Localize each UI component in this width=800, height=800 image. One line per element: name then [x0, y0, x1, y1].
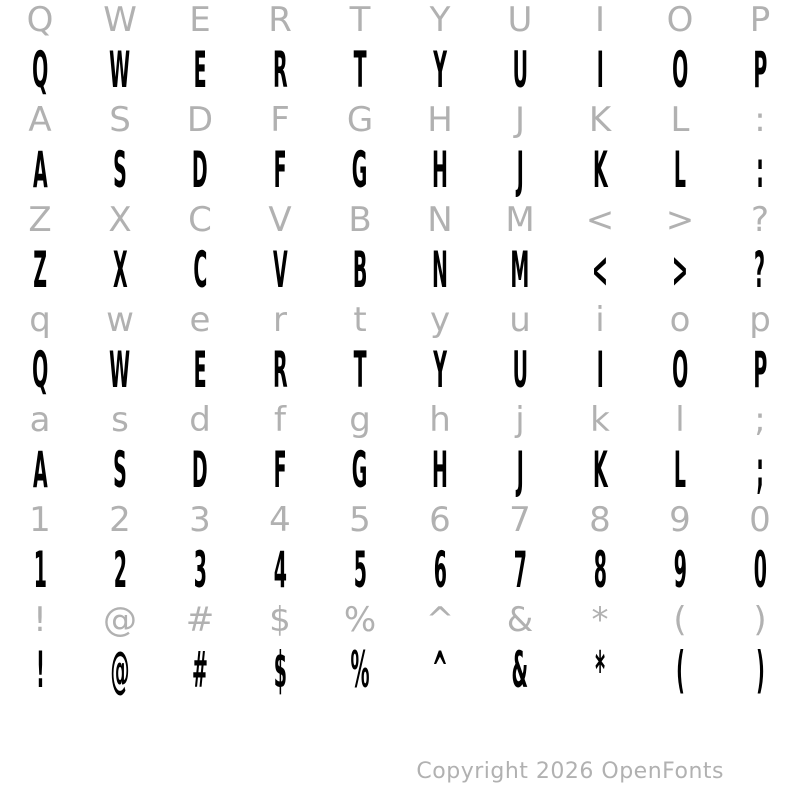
reference-glyph: M	[505, 200, 535, 240]
reference-glyph: u	[509, 300, 531, 340]
glyph-cell	[400, 395, 480, 445]
glyph-cell	[640, 441, 720, 499]
specimen-glyph: A	[32, 141, 48, 199]
glyph-cell	[720, 141, 800, 199]
specimen-glyph: Y	[433, 41, 447, 99]
reference-glyph: k	[590, 400, 610, 440]
specimen-glyph: >	[672, 241, 688, 299]
glyph-cell	[560, 241, 640, 299]
reference-glyph: <	[585, 200, 615, 240]
glyph-cell	[480, 495, 560, 545]
glyph-cell	[0, 141, 80, 199]
specimen-glyph: Q	[31, 341, 49, 399]
reference-glyph: D	[186, 100, 214, 140]
glyph-cell	[400, 195, 480, 245]
glyph-cell	[160, 641, 240, 699]
glyph-cell	[0, 441, 80, 499]
glyph-cell	[0, 341, 80, 399]
glyph-cell	[720, 641, 800, 699]
specimen-glyph: L	[673, 141, 687, 199]
glyph-row-specimen	[0, 141, 800, 199]
glyph-cell	[160, 595, 240, 645]
reference-glyph: W	[103, 0, 137, 40]
reference-glyph: K	[588, 100, 612, 140]
reference-glyph: s	[111, 400, 129, 440]
glyph-row-specimen	[0, 241, 800, 299]
specimen-glyph: J	[516, 141, 524, 199]
reference-glyph: o	[669, 300, 691, 340]
glyph-cell	[80, 441, 160, 499]
glyph-row-reference	[0, 95, 800, 145]
reference-glyph: 9	[669, 500, 691, 540]
glyph-cell	[720, 341, 800, 399]
glyph-cell	[80, 241, 160, 299]
glyph-cell	[480, 295, 560, 345]
glyph-cell	[240, 241, 320, 299]
specimen-glyph: K	[592, 141, 608, 199]
glyph-cell	[320, 495, 400, 545]
specimen-glyph: E	[193, 341, 207, 399]
reference-glyph: #	[185, 600, 215, 640]
glyph-cell	[320, 595, 400, 645]
glyph-cell	[240, 41, 320, 99]
specimen-glyph: M	[510, 241, 530, 299]
glyph-cell	[400, 241, 480, 299]
reference-glyph: j	[515, 400, 525, 440]
specimen-glyph: 6	[433, 541, 447, 599]
specimen-glyph: 3	[193, 541, 207, 599]
glyph-cell	[560, 195, 640, 245]
reference-glyph: d	[189, 400, 211, 440]
glyph-cell	[0, 41, 80, 99]
glyph-cell	[240, 141, 320, 199]
glyph-cell	[80, 295, 160, 345]
glyph-cell	[240, 95, 320, 145]
glyph-cell	[240, 195, 320, 245]
glyph-cell	[320, 0, 400, 45]
reference-glyph: J	[514, 100, 526, 140]
reference-glyph: ;	[754, 400, 766, 440]
specimen-glyph: 1	[33, 541, 47, 599]
glyph-row-reference	[0, 395, 800, 445]
reference-glyph: q	[29, 300, 51, 340]
glyph-cell	[160, 295, 240, 345]
specimen-glyph: G	[352, 441, 368, 499]
specimen-glyph: 4	[273, 541, 287, 599]
specimen-glyph: 7	[513, 541, 527, 599]
glyph-cell	[640, 95, 720, 145]
glyph-cell	[320, 241, 400, 299]
reference-glyph: N	[427, 200, 453, 240]
glyph-cell	[640, 395, 720, 445]
specimen-glyph: W	[109, 41, 131, 99]
specimen-glyph: ?	[754, 241, 766, 299]
glyph-cell	[400, 495, 480, 545]
reference-glyph: 2	[109, 500, 131, 540]
glyph-cell	[480, 41, 560, 99]
glyph-cell	[0, 0, 80, 45]
glyph-cell	[720, 0, 800, 45]
glyph-cell	[400, 0, 480, 45]
glyph-cell	[560, 295, 640, 345]
glyph-cell	[560, 41, 640, 99]
glyph-row-specimen	[0, 441, 800, 499]
specimen-glyph: U	[512, 41, 528, 99]
reference-glyph: Z	[28, 200, 52, 240]
specimen-glyph: D	[192, 441, 208, 499]
glyph-cell	[320, 95, 400, 145]
glyph-cell	[640, 141, 720, 199]
reference-glyph: 8	[589, 500, 611, 540]
glyph-cell	[0, 495, 80, 545]
glyph-cell	[720, 541, 800, 599]
glyph-cell	[240, 541, 320, 599]
glyph-cell	[160, 41, 240, 99]
specimen-glyph: Q	[31, 41, 49, 99]
reference-glyph: e	[189, 300, 211, 340]
glyph-cell	[560, 495, 640, 545]
specimen-glyph: :	[756, 141, 764, 199]
glyph-cell	[720, 441, 800, 499]
reference-glyph: t	[353, 300, 367, 340]
specimen-glyph: 5	[353, 541, 367, 599]
specimen-glyph: *	[595, 641, 605, 699]
glyph-cell	[560, 541, 640, 599]
specimen-glyph: P	[753, 41, 767, 99]
reference-glyph: A	[28, 100, 52, 140]
glyph-row-specimen	[0, 541, 800, 599]
reference-glyph: *	[591, 600, 609, 640]
glyph-cell	[80, 195, 160, 245]
glyph-cell	[160, 541, 240, 599]
reference-glyph: 7	[509, 500, 531, 540]
reference-glyph: y	[429, 300, 451, 340]
glyph-cell	[560, 95, 640, 145]
glyph-cell	[80, 41, 160, 99]
specimen-glyph: 8	[593, 541, 607, 599]
reference-glyph: F	[270, 100, 290, 140]
glyph-cell	[480, 441, 560, 499]
specimen-glyph: Z	[33, 241, 47, 299]
glyph-cell	[80, 141, 160, 199]
reference-glyph: H	[427, 100, 453, 140]
glyph-row-specimen	[0, 641, 800, 699]
specimen-glyph: <	[592, 241, 608, 299]
glyph-cell	[480, 141, 560, 199]
glyph-cell	[640, 295, 720, 345]
reference-glyph: X	[108, 200, 132, 240]
reference-glyph: ^	[425, 600, 455, 640]
glyph-cell	[720, 295, 800, 345]
reference-glyph: S	[109, 100, 131, 140]
glyph-cell	[80, 95, 160, 145]
reference-glyph: :	[754, 100, 766, 140]
reference-glyph: (	[673, 600, 687, 640]
glyph-cell	[320, 395, 400, 445]
glyph-row-reference	[0, 495, 800, 545]
specimen-glyph: &	[511, 641, 529, 699]
reference-glyph: %	[343, 600, 377, 640]
copyright-text: Copyright 2026 OpenFonts	[416, 759, 724, 784]
glyph-cell	[160, 395, 240, 445]
glyph-cell	[0, 641, 80, 699]
glyph-cell	[80, 595, 160, 645]
glyph-cell	[240, 595, 320, 645]
reference-glyph: L	[670, 100, 690, 140]
reference-glyph: E	[189, 0, 211, 40]
reference-glyph: R	[268, 0, 292, 40]
specimen-glyph: F	[273, 441, 287, 499]
reference-glyph: a	[29, 400, 51, 440]
specimen-glyph: @	[110, 641, 130, 699]
specimen-glyph: T	[353, 341, 367, 399]
specimen-glyph: A	[32, 441, 48, 499]
reference-glyph: O	[666, 0, 694, 40]
glyph-cell	[320, 195, 400, 245]
glyph-cell	[560, 395, 640, 445]
glyph-cell	[320, 641, 400, 699]
specimen-glyph: 2	[113, 541, 127, 599]
glyph-row-reference	[0, 295, 800, 345]
glyph-cell	[80, 641, 160, 699]
glyph-cell	[480, 641, 560, 699]
specimen-glyph: !	[35, 641, 45, 699]
reference-glyph: ?	[750, 200, 770, 240]
specimen-glyph: E	[193, 41, 207, 99]
glyph-cell	[0, 595, 80, 645]
specimen-glyph: G	[352, 141, 368, 199]
glyph-cell	[720, 241, 800, 299]
reference-glyph: T	[349, 0, 371, 40]
specimen-glyph: X	[112, 241, 128, 299]
glyph-cell	[160, 141, 240, 199]
specimen-glyph: U	[512, 341, 528, 399]
reference-glyph: &	[506, 600, 534, 640]
reference-glyph: 0	[749, 500, 771, 540]
glyph-cell	[400, 95, 480, 145]
glyph-cell	[640, 0, 720, 45]
specimen-glyph: W	[109, 341, 131, 399]
glyph-cell	[720, 195, 800, 245]
reference-glyph: f	[274, 400, 286, 440]
specimen-glyph: K	[592, 441, 608, 499]
reference-glyph: 4	[269, 500, 291, 540]
specimen-glyph: #	[192, 641, 208, 699]
reference-glyph: g	[349, 400, 371, 440]
glyph-cell	[480, 95, 560, 145]
glyph-cell	[640, 241, 720, 299]
glyph-cell	[480, 241, 560, 299]
glyph-cell	[80, 395, 160, 445]
reference-glyph: $	[269, 600, 291, 640]
glyph-cell	[0, 395, 80, 445]
reference-glyph: Q	[26, 0, 54, 40]
glyph-cell	[560, 595, 640, 645]
reference-glyph: Y	[429, 0, 451, 40]
glyph-cell	[720, 495, 800, 545]
reference-glyph: 5	[349, 500, 371, 540]
specimen-glyph: L	[673, 441, 687, 499]
glyph-cell	[560, 641, 640, 699]
glyph-cell	[400, 641, 480, 699]
glyph-row-specimen	[0, 341, 800, 399]
reference-glyph: 3	[189, 500, 211, 540]
glyph-cell	[720, 95, 800, 145]
glyph-cell	[640, 41, 720, 99]
specimen-glyph: I	[596, 41, 604, 99]
glyph-row-reference	[0, 0, 800, 45]
reference-glyph: >	[665, 200, 695, 240]
glyph-cell	[320, 141, 400, 199]
glyph-cell	[320, 541, 400, 599]
reference-glyph: V	[268, 200, 292, 240]
glyph-cell	[160, 0, 240, 45]
glyph-cell	[720, 41, 800, 99]
specimen-glyph: V	[272, 241, 288, 299]
specimen-glyph: (	[675, 641, 685, 699]
glyph-cell	[80, 0, 160, 45]
glyph-cell	[480, 195, 560, 245]
glyph-cell	[160, 441, 240, 499]
specimen-glyph: T	[353, 41, 367, 99]
specimen-glyph: R	[272, 41, 288, 99]
reference-glyph: P	[749, 0, 771, 40]
reference-glyph: i	[595, 300, 605, 340]
glyph-cell	[160, 95, 240, 145]
glyph-cell	[0, 295, 80, 345]
glyph-cell	[80, 495, 160, 545]
glyph-cell	[640, 595, 720, 645]
glyph-cell	[0, 195, 80, 245]
glyph-cell	[0, 95, 80, 145]
specimen-glyph: 9	[673, 541, 687, 599]
glyph-cell	[240, 341, 320, 399]
reference-glyph: l	[675, 400, 685, 440]
specimen-glyph: %	[350, 641, 370, 699]
glyph-cell	[640, 495, 720, 545]
glyph-cell	[640, 195, 720, 245]
glyph-cell	[480, 541, 560, 599]
specimen-glyph: D	[192, 141, 208, 199]
glyph-cell	[480, 395, 560, 445]
glyph-cell	[160, 495, 240, 545]
reference-glyph: B	[348, 200, 372, 240]
glyph-cell	[480, 595, 560, 645]
reference-glyph: @	[103, 600, 137, 640]
reference-glyph: !	[33, 600, 47, 640]
glyph-cell	[80, 541, 160, 599]
specimen-glyph: H	[432, 441, 448, 499]
glyph-cell	[640, 641, 720, 699]
glyph-cell	[240, 641, 320, 699]
glyph-cell	[240, 495, 320, 545]
glyph-cell	[400, 41, 480, 99]
glyph-cell	[400, 541, 480, 599]
specimen-glyph: ^	[432, 641, 448, 699]
specimen-glyph: I	[596, 341, 604, 399]
specimen-glyph: N	[432, 241, 448, 299]
specimen-glyph: P	[753, 341, 767, 399]
specimen-glyph: S	[113, 441, 127, 499]
reference-glyph: C	[188, 200, 212, 240]
glyph-cell	[400, 141, 480, 199]
reference-glyph: I	[594, 0, 606, 40]
specimen-glyph: J	[516, 441, 524, 499]
glyph-cell	[560, 341, 640, 399]
glyph-cell	[640, 541, 720, 599]
glyph-cell	[560, 441, 640, 499]
reference-glyph: w	[106, 300, 134, 340]
specimen-glyph: O	[671, 341, 689, 399]
specimen-glyph: )	[755, 641, 765, 699]
specimen-glyph: S	[113, 141, 127, 199]
specimen-glyph: 0	[753, 541, 767, 599]
glyph-cell	[0, 241, 80, 299]
specimen-glyph: R	[272, 341, 288, 399]
glyph-row-reference	[0, 595, 800, 645]
specimen-glyph: C	[193, 241, 207, 299]
glyph-cell	[80, 341, 160, 399]
glyph-cell	[560, 0, 640, 45]
reference-glyph: U	[507, 0, 533, 40]
reference-glyph: 1	[29, 500, 51, 540]
glyph-row-reference	[0, 195, 800, 245]
reference-glyph: G	[346, 100, 374, 140]
glyph-cell	[160, 341, 240, 399]
glyph-cell	[480, 0, 560, 45]
glyph-cell	[320, 41, 400, 99]
glyph-cell	[400, 295, 480, 345]
glyph-row-specimen	[0, 41, 800, 99]
specimen-glyph: H	[432, 141, 448, 199]
glyph-cell	[320, 341, 400, 399]
reference-glyph: )	[753, 600, 767, 640]
glyph-cell	[640, 341, 720, 399]
glyph-cell	[320, 441, 400, 499]
glyph-cell	[240, 395, 320, 445]
reference-glyph: p	[749, 300, 771, 340]
glyph-cell	[240, 441, 320, 499]
reference-glyph: 6	[429, 500, 451, 540]
glyph-cell	[720, 395, 800, 445]
specimen-glyph: O	[671, 41, 689, 99]
glyph-cell	[160, 195, 240, 245]
specimen-glyph: F	[273, 141, 287, 199]
glyph-cell	[480, 341, 560, 399]
glyph-cell	[400, 441, 480, 499]
glyph-cell	[0, 541, 80, 599]
glyph-cell	[400, 341, 480, 399]
glyph-cell	[160, 241, 240, 299]
glyph-cell	[320, 295, 400, 345]
glyph-cell	[720, 595, 800, 645]
glyph-cell	[240, 295, 320, 345]
specimen-glyph: ;	[756, 441, 764, 499]
specimen-glyph: B	[352, 241, 368, 299]
reference-glyph: r	[273, 300, 287, 340]
glyph-cell	[240, 0, 320, 45]
specimen-glyph: $	[273, 641, 287, 699]
glyph-cell	[560, 141, 640, 199]
specimen-glyph: Y	[433, 341, 447, 399]
reference-glyph: h	[429, 400, 451, 440]
glyph-cell	[400, 595, 480, 645]
